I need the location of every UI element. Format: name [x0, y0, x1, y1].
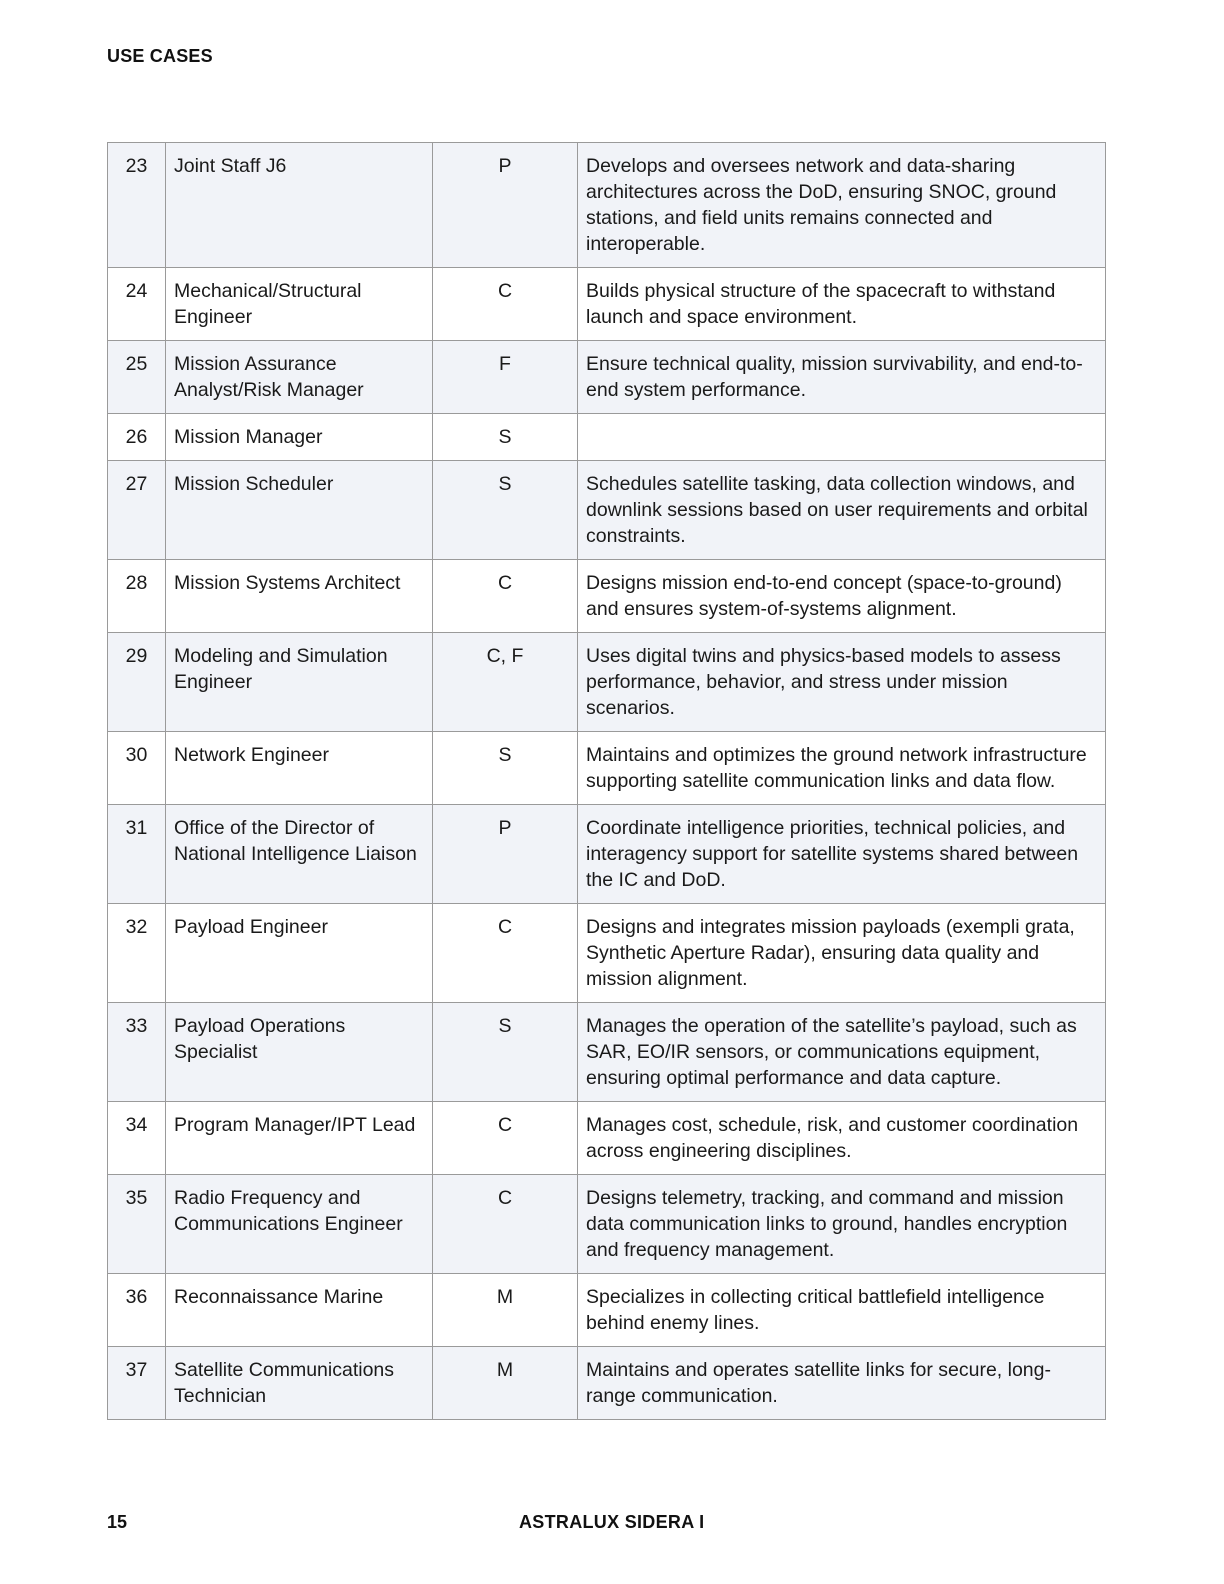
- role-description: Designs and integrates mission payloads (exempli grata, Synthetic Aperture Radar), ensuring data quality and mission alignment.: [578, 904, 1106, 1003]
- table-row: [108, 143, 1106, 268]
- role-category: C: [433, 1102, 578, 1175]
- role-name: Network Engineer: [166, 732, 433, 805]
- role-name: Payload Engineer: [166, 904, 433, 1003]
- role-name: Modeling and Simulation Engineer: [166, 633, 433, 732]
- role-description: Manages cost, schedule, risk, and customer coordination across engineering disciplines.: [578, 1102, 1106, 1175]
- row-number: 32: [108, 904, 166, 1003]
- role-description: Ensure technical quality, mission survivability, and end-to-end system performance.: [578, 341, 1106, 414]
- role-category: P: [433, 143, 578, 268]
- row-number: 36: [108, 1274, 166, 1347]
- role-category: C: [433, 560, 578, 633]
- row-number: 25: [108, 341, 166, 414]
- role-category: P: [433, 805, 578, 904]
- role-description: Develops and oversees network and data-sharing architectures across the DoD, ensuring SNOC, ground stations, and field units remains connected and interoperable.: [578, 143, 1106, 268]
- row-number: 31: [108, 805, 166, 904]
- role-name: Radio Frequency and Communications Engineer: [166, 1175, 433, 1274]
- role-category: M: [433, 1347, 578, 1420]
- table-row: [108, 341, 1106, 414]
- role-name: Reconnaissance Marine: [166, 1274, 433, 1347]
- role-name: Mission Manager: [166, 414, 433, 461]
- row-number: 30: [108, 732, 166, 805]
- row-number: 33: [108, 1003, 166, 1102]
- role-description: Schedules satellite tasking, data collection windows, and downlink sessions based on user requirements and orbital constraints.: [578, 461, 1106, 560]
- row-number: 24: [108, 268, 166, 341]
- role-description: Manages the operation of the satellite’s payload, such as SAR, EO/IR sensors, or communications equipment, ensuring optimal performance and data capture.: [578, 1003, 1106, 1102]
- roles-table: [107, 142, 1106, 1420]
- row-number: 35: [108, 1175, 166, 1274]
- table-row: [108, 1175, 1106, 1274]
- row-number: 23: [108, 143, 166, 268]
- table-row: [108, 268, 1106, 341]
- table-row: [108, 633, 1106, 732]
- role-description: Designs telemetry, tracking, and command and mission data communication links to ground, handles encryption and frequency management.: [578, 1175, 1106, 1274]
- role-description: Specializes in collecting critical battlefield intelligence behind enemy lines.: [578, 1274, 1106, 1347]
- role-name: Mission Systems Architect: [166, 560, 433, 633]
- table-row: [108, 1347, 1106, 1420]
- table-row: [108, 461, 1106, 560]
- document-title: ASTRALUX SIDERA I: [519, 1512, 705, 1532]
- role-description: Uses digital twins and physics-based models to assess performance, behavior, and stress under mission scenarios.: [578, 633, 1106, 732]
- page-number: 15: [107, 1512, 128, 1532]
- table-row: [108, 732, 1106, 805]
- row-number: 27: [108, 461, 166, 560]
- role-category: C, F: [433, 633, 578, 732]
- role-name: Program Manager/IPT Lead: [166, 1102, 433, 1175]
- table-row: [108, 805, 1106, 904]
- role-description: Maintains and operates satellite links for secure, long-range communication.: [578, 1347, 1106, 1420]
- role-category: C: [433, 268, 578, 341]
- row-number: 29: [108, 633, 166, 732]
- role-description: Builds physical structure of the spacecraft to withstand launch and space environment.: [578, 268, 1106, 341]
- row-number: 28: [108, 560, 166, 633]
- role-name: Mechanical/Structural Engineer: [166, 268, 433, 341]
- role-category: C: [433, 1175, 578, 1274]
- table-row: [108, 1003, 1106, 1102]
- row-number: 26: [108, 414, 166, 461]
- table-row: [108, 560, 1106, 633]
- row-number: 37: [108, 1347, 166, 1420]
- role-category: M: [433, 1274, 578, 1347]
- role-description: Coordinate intelligence priorities, technical policies, and interagency support for satellite systems shared between the IC and DoD.: [578, 805, 1106, 904]
- table-row: [108, 414, 1106, 461]
- role-name: Mission Assurance Analyst/Risk Manager: [166, 341, 433, 414]
- role-name: Satellite Communications Technician: [166, 1347, 433, 1420]
- role-description: Designs mission end-to-end concept (space-to-ground) and ensures system-of-systems alignment.: [578, 560, 1106, 633]
- table-row: [108, 904, 1106, 1003]
- role-category: S: [433, 1003, 578, 1102]
- role-description: [578, 414, 1106, 461]
- table-row: [108, 1274, 1106, 1347]
- role-name: Payload Operations Specialist: [166, 1003, 433, 1102]
- role-name: Joint Staff J6: [166, 143, 433, 268]
- row-number: 34: [108, 1102, 166, 1175]
- role-category: S: [433, 414, 578, 461]
- section-header: USE CASES: [107, 46, 213, 66]
- role-name: Mission Scheduler: [166, 461, 433, 560]
- role-category: C: [433, 904, 578, 1003]
- role-description: Maintains and optimizes the ground network infrastructure supporting satellite communication links and data flow.: [578, 732, 1106, 805]
- role-category: S: [433, 461, 578, 560]
- table-row: [108, 1102, 1106, 1175]
- role-name: Office of the Director of National Intelligence Liaison: [166, 805, 433, 904]
- role-category: F: [433, 341, 578, 414]
- role-category: S: [433, 732, 578, 805]
